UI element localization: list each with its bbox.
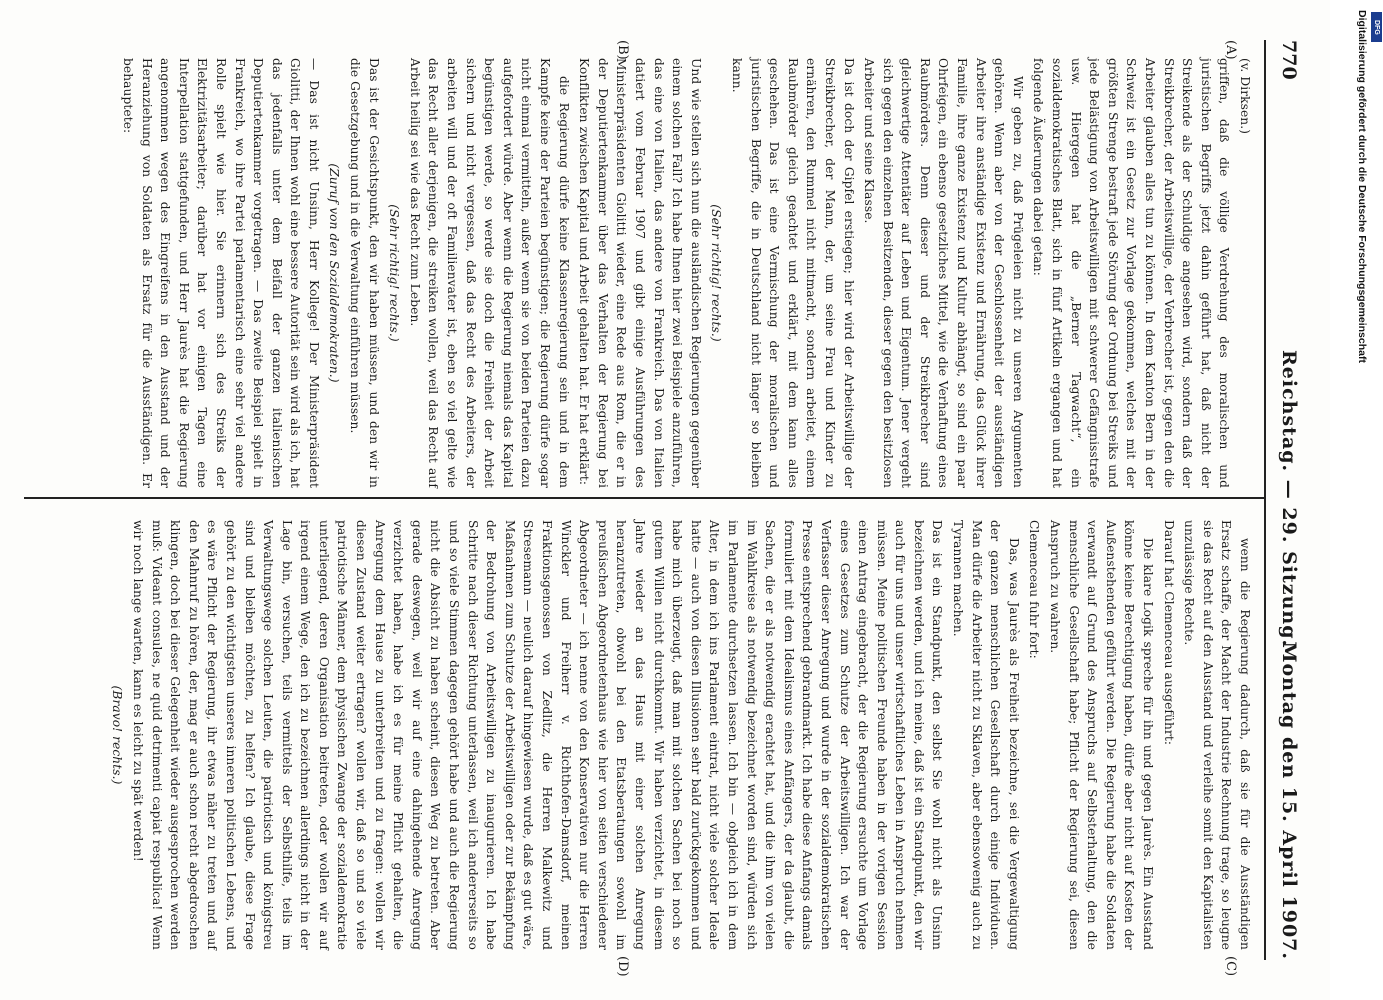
right-column-paragraph: Das ist ein Standpunkt, den selbst Sie wohl nicht als Unsinn bezeichnen werden, und ich meine, daß ist ein Standpunkt, den wir auch für uns und unser wirtschaftliches Leben in Anspruch nehmen müssen. Meine politischen Freunde haben in der vorigen Session einen Antrag eingebracht, der die Regierung ersuchte um Vorlage eines Gesetzes zum Schutze der Arbeitswilligen. Ich war der Verfasser dieser Anregung und wurde in der sozialdemokratischen Presse entsprechend gebrandmarkt. Ich habe diese Anfangs damals formuliert mit dem Idealismus eines Anfängers, der da glaubt, die Sachen, die er als notwendig erachtet hat, und die ihm von vielen im Wahlkreise als notwendig bezeichnet worden sind, würden sich im Parlamente durchsetzen lassen. Ich bin — obgleich ich in dem Alter, in dem ich ins Parlament eintrat, nicht viele solcher Ideale hatte — auch von diesen Illusionen sehr bald zurückgekommen und habe mich überzeugt, daß man mit solchen Sachen bei noch so gutem Willen nicht durchkommt. Wir haben verzichtet, in diesem Jahre wieder an das Haus mit einer solchen Anregung heranzutreten, obwohl bei den Etatsberatungen sowohl im preußischen Abgeordnetenhaus wie hier von seiten verschiedener Abgeordneter — ich nenne von den Konservativen nur die Herren Winckler und Freiherr v. Richthofen-Damsdorf, meinen Fraktionsgenossen von Zedlitz, die Herren Malkewitz und Stresemann — neulich darauf hingewiesen wurde, daß es gut wäre, Maßnahmen zum Schutze der Arbeitswilligen oder zur Bekämpfung der Bedrohung von Arbeitswilligen zu inaugurieren. Ich habe Schritte nach dieser Richtung unterlassen, weil ich andererseits so und so viele Stimmen dagegen gehört habe und auch die Regierung nicht die Absicht zu haben scheint, diesen Weg zu betreten. Aber gerade deswegen, weil wir auf eine dahingehende Anregung verzichtet haben, habe ich es für meine Pflicht gehalten, die Anregung dem Hause zu unterbreiten und zu fragen: wollen wir diesen Zustand weiter ertragen? wollen wir, daß so und so viele patriotische Männer, dem physischen Zwange der sozialdemokratie unterliegend, deren Organisation beitreten, oder wollen wir auf irgend einem Wege, den ich zu bezeichnen allerdings nicht in der Lage bin, versuchen, teils vermittels der Selbsthilfe, teils im Verwaltungswege solchen Leuten, die patriotisch und königstreu sind und bleiben möchten, zu helfen? Ich glaube, diese Frage gehört zu den wichtigsten unseres inneren politischen Lebens, und es wäre Pflicht der Regierung, ihr etwas näher zu treten und auf den Mahnruf zu hören, der, mag er auch schon recht abgedroschen klingen, doch bei dieser Gelegenheit wieder ausgesprochen werden muß: Videant consules, ne quid detrimenti capiat respublica! Wenn wir noch lange warten, kann es leicht zu spät werden! <box>130 520 945 950</box>
left-column-paragraph: (v. Dirksen.) <box>1238 58 1252 135</box>
margin-marker-c: (C) <box>1223 956 1238 977</box>
left-column-paragraph: Das ist der Gesichtspunkt, den wir haben müssen, und den wir in die Gesetzgebung und in die Verwaltung einführen müssen. <box>348 58 381 488</box>
right-column-paragraph: Darauf hat Clemenceau ausgeführt: <box>1161 520 1176 746</box>
left-column-paragraph: Und wie stellen sich nun die ausländischen Regierungen gegenüber einem solchen Fall? Ich habe Ihnen hier zwei Beispiele anzuführen, das eine von Italien, das andere von Frankreich. Das von Italien datiert vom Februar 1907 und gibt einige Ausführungen des Ministerpräsidenten Giolitti wieder, eine Rede aus Rom, die er in der Deputiertenkammer über das Verhalten der Regierung bei Konflikten zwischen Kapital und Arbeit gehalten hat. Er hat erklärt: <box>577 58 703 488</box>
left-column-paragraph: (Sehr richtig! rechts.) <box>387 204 402 342</box>
credit-text: Digitalisierung gefördert durch die Deutsche Forschungsgemeinschaft <box>1356 10 1368 363</box>
right-column-paragraph: Clemenceau fuhr fort: <box>1027 520 1042 659</box>
header-rule <box>1264 40 1266 960</box>
page-number: 770 <box>1278 40 1300 80</box>
right-column-paragraph: Das, was Jaurès als Freiheit bezeichne, sei die Vergewaltigung der ganzen menschlichen Gesellschaft durch einige Individuen. Man dürfe die Arbeiter nicht zu Sklaven, aber ebensowenig auch zu Tyrannen machen. <box>951 520 1021 950</box>
left-column-paragraph: griffen, daß die völlige Verdrehung des moralischen und juristischen Begriffs jetzt dahin geführt hat, daß nicht der Streikende als der Schuldige angesehen wird, sondern daß der Streikbrecher, der Arbeitswillige, der Verbrecher ist, gegen den die Arbeiter glauben alles tun zu können. In dem Kanton Bern in der Schweiz ist ein Gesetz zur Vorlage gekommen, welches mit der größten Strenge bestraft jede Störung der Ordnung bei Streiks und jede Belästigung von Arbeitswilligen mit schwerer Gefängnisstrafe usw. Hiergegen hat die „Berner Tagwacht“, ein sozialdemokratisches Blatt, sich in fünf Artikeln ergangen und hat folgende Äußerungen dabei getan: <box>1031 58 1232 488</box>
left-column-paragraph: die Regierung dürfe keine Klassenregierung sein und in dem Kampfe keine der Parteien begünstigen; die Regierung dürfe sogar nicht einmal vermitteln, außer wenn sie von beiden Parteien dazu aufgefordert würde. Aber wenn die Regierung niemals das Kapital begünstigen werde, so werde sie doch die Freiheit der Arbeit sichern und nicht vergessen, daß das Recht des Arbeiters, der arbeiten will und der oft Familienvater ist, eben so viel gelte wie das Recht aller derjenigen, die streiken wollen, weil das Recht auf Arbeit heilig sei wie das Recht zum Leben. <box>407 58 571 488</box>
left-text-column <box>116 58 1254 488</box>
left-column-paragraph: Da ist doch der Gipfel erstiegen; hier wird der Arbeitswillige der Streikbrecher, der Mann, der, um seine Frau und Kinder zu ernähren, den Rummel nicht mitmacht, sondern arbeitet, einem Raubmörder gleich geachtet und erklärt, mit dem kann alles geschehen. Das ist eine Vermischung der moralischen und juristischen Begriffe, die in Deutschland nicht länger so bleiben kann. <box>729 58 856 488</box>
left-column-paragraph: — Das ist nicht Unsinn, Herr Kollege! Der Ministerpräsident Giolitti, der Ihnen wohl eine bessere Autorität sein wird als ich, hat das jedenfalls unter dem Beifall der ganzen italienischen Deputiertenkammer vorgetragen. — Das zweite Beispiel spielt in Frankreich, wo ihre Partei parlamentarisch eine sehr viel andere Rolle spielt wie hier. Sie erinnern sich des Streiks der Elektrizitätsarbeiter; darüber hat vor einigen Tagen eine Interpellation stattgefunden, und Herr Jaurès hat die Regierung angenommen wegen des Eingreifens in den Ausstand und der Heranziehung von Soldaten als Ersatz für die Ausständigen. Er behauptete: <box>120 58 321 488</box>
left-column-paragraph: Wir geben zu, daß Prügeleien nicht zu unseren Argumenten gehören. Wenn aber von der Geschlossenheit der ausständigen Arbeiter ihre anständige Existenz und Ernährung, das Glück ihrer Familie, ihre ganze Existenz und Kultur abhängt, so sind ein paar Ohrfeigen, ein ebenso gesetzliches Mittel, wie die Verhaftung eines Raubmörders. Denn dieser und der Streikbrecher sind gleichwertige Attentäter auf Leben und Eigentum. Jener vergeht sich gegen den einzelnen Besitzenden, dieser gegen den besitzlosen Arbeiter und seine Klasse. <box>862 58 1025 488</box>
page-header <box>1268 40 1308 960</box>
dfg-logo: DFG <box>1371 12 1382 42</box>
left-column-paragraph: (Sehr richtig! rechts.) <box>709 204 724 342</box>
margin-marker-b: (B) <box>615 40 630 60</box>
digitization-credit <box>1346 10 1376 990</box>
session-title: Reichstag. — 29. Sitzung. <box>1278 350 1300 648</box>
margin-marker-d: (D) <box>615 956 630 977</box>
right-text-column <box>106 520 1254 950</box>
session-date: Montag den 15. April 1907. <box>1278 641 1300 960</box>
right-column-paragraph: wenn die Regierung dadurch, daß sie für die Ausständigen Ersatz schaffe, der Macht der Industrie Rechnung trage, so leugne sie das Recht auf den Ausstand und verleihe somit den Kapitalisten unzulässige Rechte. <box>1182 520 1252 950</box>
right-column-paragraph: Die klare Logik spreche für ihn und gegen Jaurès. Ein Ausstand könne keine Berechtigung haben, dürfe aber nicht auf Kosten der Außenstehenden geführt werden. Die Regierung habe die Soldaten verwandt auf Grund des Anspruchs auf Selbsterhaltung, den die menschliche Gesellschaft habe; Pflicht der Regierung sei, diesen Anspruch zu wahren. <box>1048 520 1156 950</box>
right-column-paragraph: (Bravo! rechts.) <box>110 685 125 785</box>
column-divider <box>24 497 1264 499</box>
margin-marker-a: (A) <box>1223 40 1238 60</box>
left-column-paragraph: (Zuruf von den Sozialdemokraten.) <box>327 163 342 383</box>
